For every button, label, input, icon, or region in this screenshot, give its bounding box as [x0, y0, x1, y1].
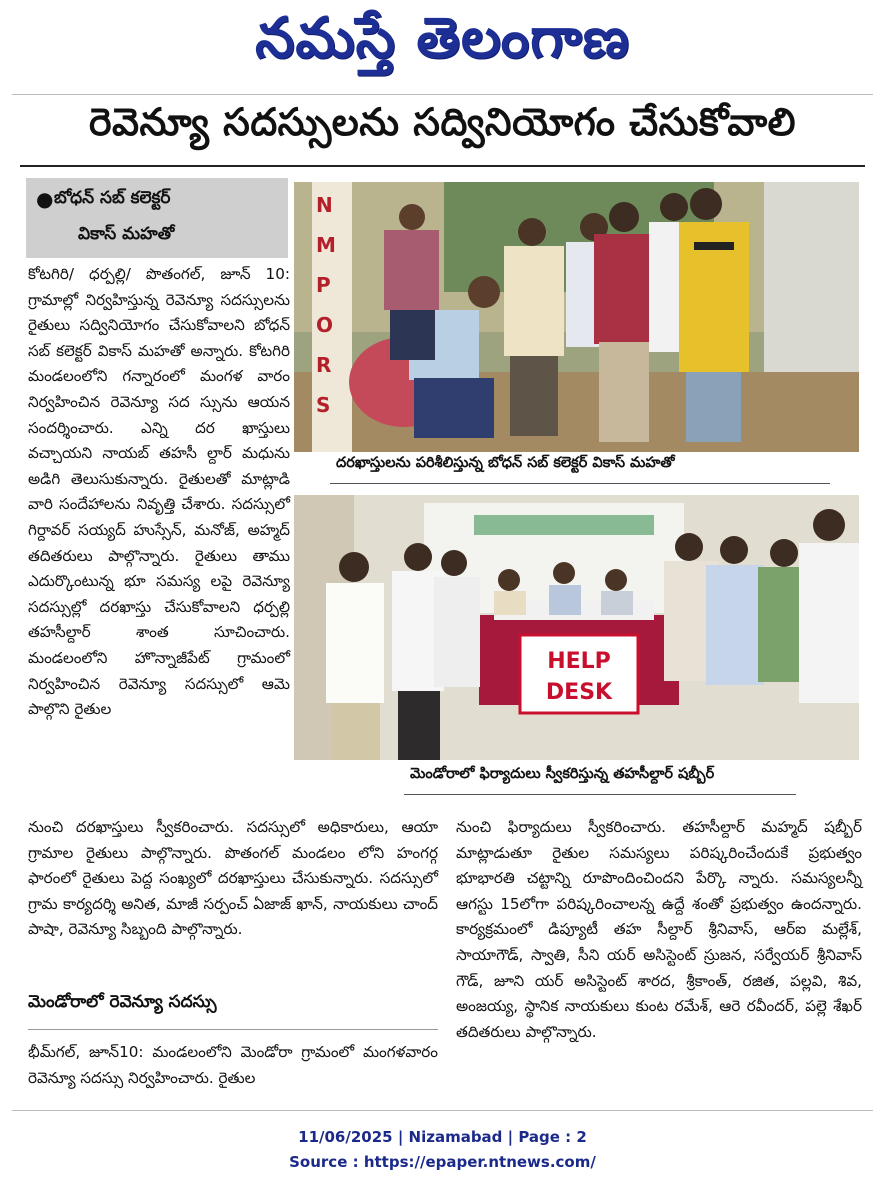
paragraph: భీమ్‌గల్, జూన్10: మండలంలోని మెండోరా గ్రామంలో మంగళవారం రెవెన్యూ సదస్సు నిర్వహించారు. రైతుల	[28, 1043, 438, 1087]
footer-date-line: 11/06/2025 | Nizamabad | Page : 2	[298, 1128, 587, 1146]
svg-text:O: O	[316, 313, 334, 337]
svg-text:M: M	[316, 233, 336, 257]
svg-text:DESK: DESK	[545, 680, 613, 705]
photo-caption-top: దరఖాస్తులను పరిశీలిస్తున్న బోధన్ సబ్ కలెక్టర్ వికాస్ మహతో	[336, 455, 675, 471]
section-heading: మెండోరాలో రెవెన్యూ సదస్సు	[28, 992, 217, 1012]
svg-text:S: S	[316, 393, 331, 417]
article-column-wide-right	[456, 815, 862, 1045]
divider	[330, 483, 830, 484]
divider	[404, 794, 796, 795]
masthead	[0, 0, 885, 82]
divider	[12, 94, 873, 95]
svg-text:R: R	[316, 353, 332, 377]
divider	[28, 1029, 438, 1030]
photo-help-desk	[294, 495, 859, 760]
bullet-icon: ●	[36, 187, 54, 211]
photo-illustration	[294, 182, 859, 452]
photo-sub-collector-inspection	[294, 182, 859, 452]
paragraph: కోటగిరి/ ధర్పల్లి/ పొతంగల్, జూన్ 10: గ్రామాల్లో నిర్వహిస్తున్న రెవెన్యూ సదస్సులను రైతులు సద్వినియోగం చేసుకోవాలని బోధన్ సబ్ కలెక్టర్ వికాస్ మహతో అన్నారు. కోటగిరి మండలంలోని గన్నారంలో మంగళ వారం నిర్వహించిన రెవెన్యూ సద స్సును ఆయన సందర్శించారు. ఎన్ని దర ఖాస్తులు వచ్చాయని నాయబ్ తహసీ ల్దార్ మధును అడిగి తెలుసుకున్నారు. రైతులతో మాట్లాడి వారి సందేహాలను నివృత్తి చేశారు. సదస్సులో గిర్దావర్ సయ్యద్ హుస్సేన్, మనోజ్, అహ్మద్ తదితరులు పాల్గొన్నారు. రైతులు తాము ఎదుర్కొంటున్న భూ సమస్య లపై రెవెన్యూ సదస్సుల్లో దరఖాస్తు చేసుకోవాలని ధర్పల్లి తహసీల్దార్ శాంత సూచించారు. మండలంలోని హొన్నాజీపేట్ గ్రామంలో నిర్వహించిన రెవెన్యూ సదస్సులో ఆమె పాల్గొని రైతుల	[28, 265, 290, 719]
subhead-box	[26, 178, 288, 258]
subhead-line1: బోధన్ సబ్ కలెక్టర్	[54, 188, 171, 208]
article-column-sub	[28, 1040, 438, 1091]
subhead-line2: వికాస్ మహతో	[78, 224, 175, 244]
svg-text:P: P	[316, 273, 331, 297]
headline: రెవెన్యూ సదస్సులను సద్వినియోగం చేసుకోవాలి	[88, 100, 797, 144]
photo-caption-bottom: మెండోరాలో ఫిర్యాదులు స్వీకరిస్తున్న తహసీల్దార్ షబ్బీర్	[410, 766, 715, 782]
svg-text:N: N	[316, 193, 333, 217]
footer-source-link[interactable]: Source : https://epaper.ntnews.com/	[289, 1153, 596, 1171]
paragraph: నుంచి ఫిర్యాదులు స్వీకరించారు. తహసీల్దార్ మహ్మద్ షబ్బీర్ మాట్లాడుతూ రైతుల సమస్యలు పరిష్కరించేందుకే ప్రభుత్వం భూభారతి చట్టాన్ని రూపొందించిందని పేర్కొ న్నారు. సమస్యలన్నీ ఆగస్టు 15లోగా పరిష్కరించాలన్న ఉద్దే శంతో ప్రభుత్వం ఉందన్నారు. కార్యక్రమంలో డిప్యూటీ తహ సీల్దార్ శ్రీనివాస్, ఆర్ఐ మల్లేశ్, సాయాగౌడ్, స్వాతి, సీని యర్ అసిస్టెంట్ స్రుజన, సర్వేయర్ శ్రీనివాస్ గౌడ్, జూని యర్ అసిస్టెంట్ శారద, శ్రీకాంత్, రజిత, పల్లవి, శివ, అంజయ్య, స్థానిక నాయకులు కుంట రమేశ్, ఆరె రవీందర్, పల్లె శేఖర్ తదితరులు పాల్గొన్నారు.	[456, 818, 862, 1041]
article-column-left	[28, 262, 290, 723]
masthead-logo: నమస్తే తెలంగాణ	[255, 6, 630, 71]
article-column-wide-left	[28, 815, 438, 943]
paragraph: నుంచి దరఖాస్తులు స్వీకరించారు. సదస్సులో అధికారులు, ఆయా గ్రామాల రైతులు పాల్గొన్నారు. పొతంగల్ మండలం లోని హంగర్గ ఫారంలో రైతులు పెద్ద సంఖ్యలో దరఖాస్తులు చేసుకున్నారు. సదస్సులో గ్రామ కార్యదర్శి అనిత, మాజీ సర్పంచ్ ఏజాజ్ ఖాన్, నాయకులు చాంద్ పాషా, రెవెన్యూ సిబ్బంది పాల్గొన్నారు.	[28, 818, 438, 939]
divider	[20, 165, 865, 167]
svg-text:HELP: HELP	[547, 649, 611, 674]
photo-illustration	[294, 495, 859, 760]
divider	[12, 1110, 873, 1111]
